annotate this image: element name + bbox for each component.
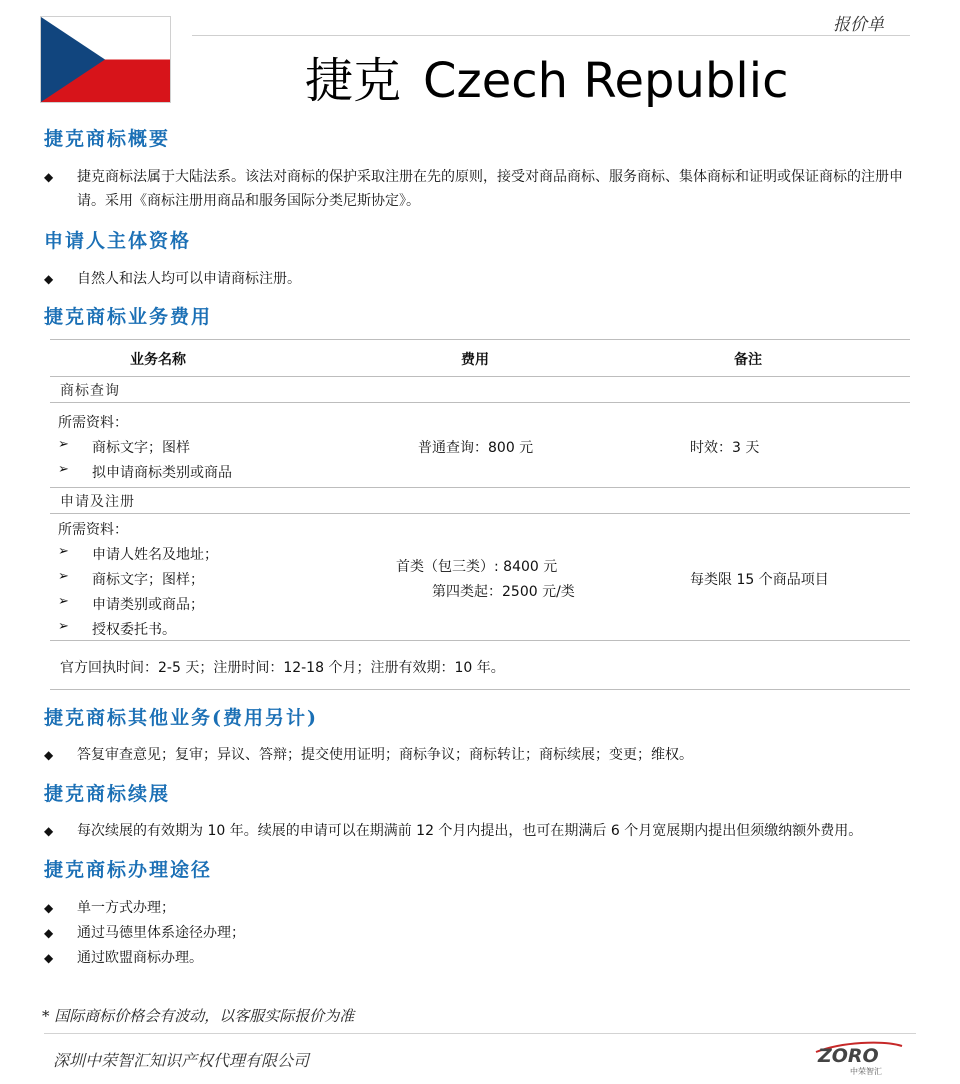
eligibility-bullet [44, 267, 904, 291]
arrow-right-icon: ➢ [58, 437, 69, 452]
timeline-text: 官方回执时间：2-5 天；注册时间：12-18 个月；注册有效期：10 年。 [60, 660, 505, 676]
zoro-logo [812, 1038, 904, 1078]
section-title-eligibility: 申请人主体资格 [44, 230, 192, 252]
group-label-search: 商标查询 [60, 383, 120, 399]
section-title-renewal: 捷克商标续展 [44, 783, 171, 805]
overview-text: 捷克商标法属于大陆法系。该法对商标的保护采取注册在先的原则，接受对商品商标、服务商标、集体商标和证明或保证商标的注册申请。采用《商标注册用商品和服务国际分类尼斯协定》。 [77, 169, 903, 209]
overview-bullet [44, 165, 904, 213]
route-text: 通过马德里体系途径办理； [77, 925, 245, 941]
group-label-registration: 申请及注册 [60, 494, 135, 510]
logo-text: ZORO [818, 1045, 879, 1067]
section-title-other: 捷克商标其他业务(费用另计) [44, 707, 318, 729]
table-header-service: 业务名称 [130, 352, 186, 368]
list-item: ➢ 申请类别或商品； [58, 594, 204, 613]
list-item: ➢ 授权委托书。 [58, 619, 176, 638]
route-bullet [44, 921, 904, 945]
eligibility-text: 自然人和法人均可以申请商标注册。 [77, 271, 301, 287]
list-item: ➢ 商标文字；图样 [58, 437, 190, 456]
search-requirements-label: 所需资料： [58, 415, 128, 431]
list-item: ➢ 拟申请商标类别或商品 [58, 462, 232, 481]
renewal-bullet [44, 819, 914, 843]
registration-fee-additional: 第四类起：2500 元/类 [432, 584, 575, 600]
registration-note: 每类限 15 个商品项目 [690, 572, 829, 588]
table-header-note: 备注 [734, 352, 762, 368]
arrow-right-icon: ➢ [58, 462, 69, 477]
footer-divider [44, 1033, 916, 1034]
title-en: Czech Republic [423, 53, 789, 109]
search-fee: 普通查询：800 元 [418, 440, 534, 456]
diamond-icon: ◆ [44, 926, 54, 940]
header-divider [192, 35, 910, 36]
search-note: 时效：3 天 [690, 440, 760, 456]
arrow-right-icon: ➢ [58, 594, 69, 609]
section-title-routes: 捷克商标办理途径 [44, 859, 213, 881]
diamond-icon: ◆ [44, 170, 54, 184]
diamond-icon: ◆ [44, 748, 54, 762]
page-title [305, 42, 788, 111]
other-text: 答复审查意见；复审；异议、答辩；提交使用证明；商标争议；商标转让；商标续展；变更；维权。 [77, 747, 693, 763]
registration-fee-first: 首类（包三类）: 8400 元 [396, 559, 558, 575]
arrow-right-icon: ➢ [58, 569, 69, 584]
renewal-text: 每次续展的有效期为 10 年。续展的申请可以在期满前 12 个月内提出，也可在期满后 6 个月宽展期内提出但须缴纳额外费用。 [77, 823, 863, 839]
list-item: ➢ 商标文字；图样； [58, 569, 204, 588]
route-text: 通过欧盟商标办理。 [77, 950, 203, 966]
section-title-fees: 捷克商标业务费用 [44, 306, 213, 328]
route-text: 单一方式办理； [77, 900, 175, 916]
diamond-icon: ◆ [44, 951, 54, 965]
section-title-overview: 捷克商标概要 [44, 128, 171, 150]
diamond-icon: ◆ [44, 272, 54, 286]
arrow-right-icon: ➢ [58, 544, 69, 559]
route-bullet [44, 896, 904, 920]
registration-requirements-label: 所需资料： [58, 522, 128, 538]
title-zh: 捷克 [305, 53, 402, 109]
list-item: ➢ 申请人姓名及地址； [58, 544, 218, 563]
table-header-fee: 费用 [461, 352, 489, 368]
arrow-right-icon: ➢ [58, 619, 69, 634]
logo-subtext: 中荣智汇 [850, 1067, 882, 1076]
diamond-icon: ◆ [44, 824, 54, 838]
document-type-label: 报价单 [833, 15, 884, 35]
price-footnote: * 国际商标价格会有波动，以客服实际报价为准 [42, 1007, 355, 1025]
company-name: 深圳中荣智汇知识产权代理有限公司 [53, 1051, 310, 1070]
route-bullet [44, 946, 904, 970]
diamond-icon: ◆ [44, 901, 54, 915]
czech-flag-icon [40, 16, 171, 103]
other-bullet [44, 743, 904, 767]
